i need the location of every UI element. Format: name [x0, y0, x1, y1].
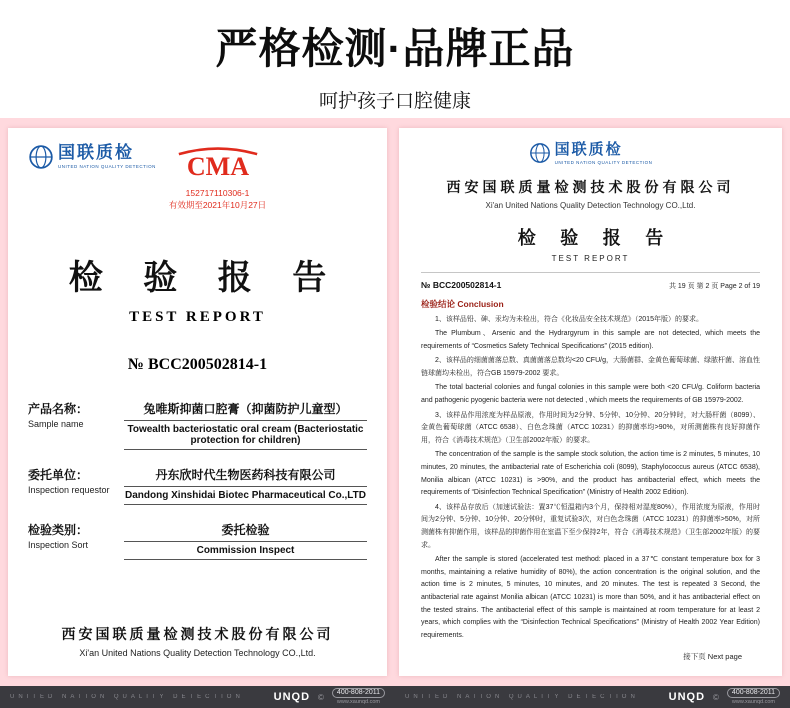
certificates-band: [0, 118, 790, 686]
field-row-sample-name: [28, 400, 367, 450]
left-cert-title: 检 验 报 告: [68, 260, 343, 297]
field-label: [28, 400, 124, 429]
conclusion-paragraph: 1、该样品铅、砷、汞均为未检出，符合《化妆品安全技术规范》（2015年版）的要求。: [435, 315, 703, 323]
divider: [421, 272, 760, 273]
cma-icon: [170, 142, 266, 182]
promo-title: 严格检测·品牌正品: [215, 25, 575, 72]
field-row-inspection-requestor: [28, 466, 367, 505]
unqd-wordmark: UNQD: [668, 691, 706, 703]
field-label-en: Inspection requestor: [28, 485, 110, 495]
field-value-cn: 委托检验: [124, 521, 367, 542]
cma-number: 152717110306-1: [185, 188, 250, 198]
copyright-icon: ©: [713, 692, 719, 702]
conclusion-label: 检验结论 Conclusion: [421, 298, 504, 309]
phone-number: 400-808-2011: [727, 688, 780, 698]
right-cert-subtitle: TEST REPORT: [551, 253, 630, 263]
promo-subtitle: 呵护孩子口腔健康: [318, 91, 471, 112]
logo-cn-label: 国联质检: [58, 143, 134, 162]
promo-header: [0, 0, 790, 118]
field-label-cn: 检验类别：: [28, 523, 89, 537]
field-value-cn: 丹东欣时代生物医药科技有限公司: [124, 466, 367, 487]
globe-icon: [529, 142, 551, 164]
field-label-cn: 委托单位：: [28, 468, 89, 482]
unqd-wordmark: UNQD: [273, 691, 311, 703]
conclusion-paragraph: The Plumbum、Arsenic and the Hydrargyrum in this sample are not detected, which meets the requirements of “Cosmetics Safety Technical Specifications” (2015 edition).: [421, 330, 760, 350]
left-report-number: № BCC200502814-1: [127, 356, 268, 373]
conclusion-paragraph: 4、该样品存放后（加速试验法：置37℃恒温箱内3个月，保持相对湿度80%），作用浓度为原液，作用时间为2分钟、5分钟、10分钟、20分钟时，重复试验3次，对白色念珠菌（ATCC 10231）的抑菌率>50%，对所测菌株有抑菌作用，该样品的抑菌作用在室温下至少保持2年，符合《消毒技术规范》（卫生部2002年版）的要求。: [421, 503, 760, 549]
unqd-logo: [28, 144, 156, 170]
conclusion-paragraph: The total bacterial colonies and fungal colonies in this sample were both <20 CFU/g. Coliform bacteria and pathogenic pyogenic bacteria were not detected , which meets the requirements of GB 15979-2002.: [421, 384, 760, 405]
bottom-bar-right: [395, 686, 790, 708]
unqd-logo-text: [58, 144, 156, 169]
left-cert-subtitle: TEST REPORT: [129, 309, 266, 325]
field-label-en: Inspection Sort: [28, 540, 89, 550]
bottom-bar: [0, 686, 790, 708]
field-label: [28, 466, 124, 495]
bar-pattern-text: UNITED NATION QUALITY DETECTION: [405, 694, 639, 700]
field-label-cn: 产品名称：: [28, 402, 89, 416]
globe-icon: [28, 144, 54, 170]
conclusion-paragraph: 3、该样品作用浓度为样品原液，作用时间为2分钟、5分钟、10分钟、20分钟时，对大肠杆菌（8099）、金黄色葡萄球菌（ATCC 6538）、白色念珠菌（ATCC 10231）的抑菌率均>90%，对所测菌株有良好抑菌作用，符合《消毒技术规范》（卫生部2002年版）的要求。: [421, 411, 760, 444]
cma-valid-date: 有效期至2021年10月27日: [168, 200, 267, 210]
conclusion-body: [421, 314, 760, 645]
conclusion-paragraph: 2、该样品的细菌菌落总数、真菌菌落总数均<20 CFU/g，大肠菌群、金黄色葡萄球菌、绿脓杆菌、溶血性链球菌均未检出，符合GB 15979-2002 要求。: [421, 357, 760, 377]
report-meta: [421, 280, 760, 291]
bar-pattern-text: UNITED NATION QUALITY DETECTION: [10, 694, 244, 700]
website-url: www.xaunqd.com: [731, 699, 776, 706]
right-certificate: [399, 128, 782, 676]
company-name-en: Xi'an United Nations Quality Detection Technology CO.,Ltd.: [79, 648, 316, 658]
company-name-en: Xi'an United Nations Quality Detection Technology CO.,Ltd.: [485, 200, 696, 210]
logo-cn-label: 国联质检: [554, 141, 623, 158]
field-value: [124, 466, 367, 505]
phone-number: 400-808-2011: [332, 688, 385, 698]
field-value: [124, 521, 367, 560]
report-fields: [28, 400, 367, 576]
field-label-en: Sample name: [28, 419, 84, 429]
conclusion-paragraph: The concentration of the sample is the sample stock solution, the action time is 2 minutes, 5 minutes, 10 minutes, 20 minutes, the antibacterial rate of Escherichia coli (8099), Staphylococcus aureus (ATCC 6538), Monilia albican (ATCC 10231) is >90%, and the product has antibacterial effect, which meets the requirements of “Disinfection Technical Specification” (Ministry of Health 2002 Edition).: [421, 451, 760, 497]
contact-block: [727, 688, 780, 706]
unqd-logo: [421, 142, 760, 165]
unqd-logo-text: [555, 142, 653, 165]
left-cert-header: [28, 142, 367, 234]
website-url: www.xaunqd.com: [336, 699, 381, 706]
left-cert-company: [28, 624, 367, 664]
logo-en-label: UNITED NATION QUALITY DETECTION: [554, 159, 653, 165]
field-value: [124, 400, 367, 450]
conclusion-paragraph: After the sample is stored (accelerated test method: placed in a 37℃ constant temperature box for 3 months, maintaining a relative humidity of 80%), the action concentration is the original solution, and the action time is 2 minutes, 5 minutes, 10 minutes, and 20 minutes. The test is repeated 3 Second, the antibacterial rate against Monilia albican (ATCC 10231) is more than 50%, and it has antibacterial effect on the tested strains. The antibacterial effect of this sample is maintained at room temperature for at least 2 years, which complies with the “Disinfection Technical Specifications” (Ministry of Health 2002 Year Edition) requirements.: [421, 556, 760, 639]
field-label: [28, 521, 124, 550]
field-row-inspection-sort: [28, 521, 367, 560]
right-cert-title: 检 验 报 告: [517, 227, 674, 248]
bottom-bar-left: [0, 686, 395, 708]
field-value-cn: 兔唯斯抑菌口腔膏（抑菌防护儿童型）: [124, 400, 367, 421]
copyright-icon: ©: [318, 692, 324, 702]
page-info: 共 19 页 第 2 页 Page 2 of 19: [668, 282, 760, 290]
right-report-number: № BCC200502814-1: [421, 279, 502, 290]
company-name-cn: 西安国联质量检测技术股份有限公司: [446, 180, 735, 196]
field-value-en: Dandong Xinshidai Biotec Pharmaceutical Co.,LTD: [124, 487, 367, 505]
left-certificate: [8, 128, 387, 676]
company-name-cn: 西安国联质量检测技术股份有限公司: [61, 628, 334, 643]
logo-en-label: UNITED NATION QUALITY DETECTION: [58, 163, 156, 169]
field-value-en: Commission Inspect: [124, 542, 367, 560]
field-value-en: Towealth bacteriostatic oral cream (Bacteriostatic protection for children): [124, 421, 367, 450]
svg-text:CMA: CMA: [186, 152, 249, 182]
contact-block: [332, 688, 385, 706]
next-page-label: 接下页 Next page: [683, 652, 742, 661]
